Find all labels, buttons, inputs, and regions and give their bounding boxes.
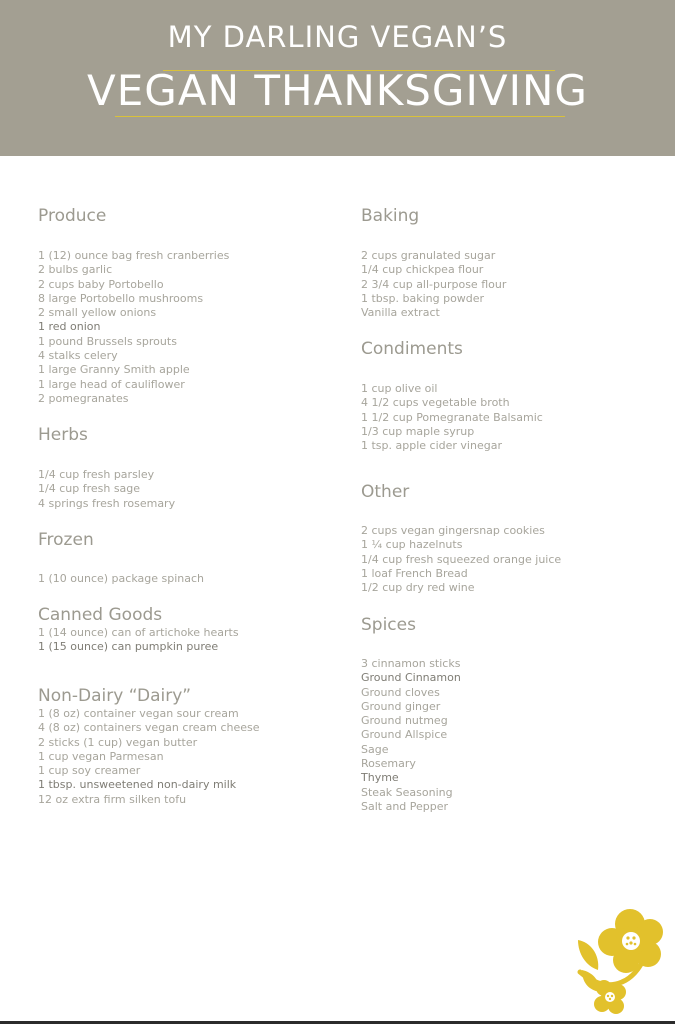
list-item: Steak Seasoning <box>361 785 453 799</box>
list-item: Ground cloves <box>361 685 440 699</box>
list-item: 2 cups granulated sugar <box>361 249 496 262</box>
section-heading: Frozen <box>38 530 94 550</box>
section-condiments <box>361 338 661 453</box>
list-item: 1 cup vegan Parmesan <box>38 749 164 763</box>
section-spices <box>361 614 661 814</box>
list-item: 2 pomegranates <box>38 391 129 405</box>
item-list <box>361 382 661 453</box>
list-item: 1 large Granny Smith apple <box>38 363 190 377</box>
list-item: 1 tsp. apple cider vinegar <box>361 439 502 453</box>
list-item: 1 (15 ounce) can pumpkin puree <box>38 640 219 654</box>
list-item: 1 ¼ cup hazelnuts <box>361 538 463 552</box>
list-item: Ground ginger <box>361 699 441 713</box>
list-item: Vanilla extract <box>361 306 440 320</box>
list-item: 2 cups vegan gingersnap cookies <box>361 524 545 537</box>
list-item: 4 stalks celery <box>38 349 118 363</box>
list-item: 4 springs fresh rosemary <box>38 496 176 510</box>
section-heading: Spices <box>361 615 416 635</box>
list-item: Thyme <box>361 771 399 785</box>
list-item: 3 cinnamon sticks <box>361 657 461 670</box>
list-item: 1 (12) ounce bag fresh cranberries <box>38 249 230 262</box>
item-list <box>38 707 338 807</box>
section-herbs <box>38 424 338 511</box>
item-list <box>38 626 338 655</box>
section-baking <box>361 205 661 320</box>
list-item: 4 (8 oz) containers vegan cream cheese <box>38 721 260 735</box>
list-item: 1/4 cup fresh sage <box>38 482 141 496</box>
list-item: Rosemary <box>361 757 416 771</box>
list-item: 1 (10 ounce) package spinach <box>38 572 204 585</box>
section-canned-goods <box>38 604 338 655</box>
item-list <box>361 524 661 595</box>
list-item: 1 red onion <box>38 320 101 334</box>
flower-icon <box>574 902 664 1014</box>
title-underline-main <box>115 116 565 117</box>
section-heading: Condiments <box>361 339 463 359</box>
section-heading: Produce <box>38 206 107 226</box>
section-heading: Herbs <box>38 425 88 445</box>
item-list <box>38 468 338 511</box>
list-item: 1 1/2 cup Pomegranate Balsamic <box>361 410 543 424</box>
list-item: 1 (8 oz) container vegan sour cream <box>38 707 239 720</box>
list-item: Ground Allspice <box>361 728 448 742</box>
section-heading: Non-Dairy “Dairy” <box>38 686 192 706</box>
list-item: 2 bulbs garlic <box>38 263 113 277</box>
section-heading: Baking <box>361 206 420 226</box>
list-item: 1 cup soy creamer <box>38 764 141 778</box>
list-item: 2 small yellow onions <box>38 306 157 320</box>
list-item: 2 cups baby Portobello <box>38 277 164 291</box>
list-item: 1 large head of cauliflower <box>38 377 185 391</box>
item-list <box>38 572 338 586</box>
list-item: 1 loaf French Bread <box>361 566 468 580</box>
list-item: 8 large Portobello mushrooms <box>38 291 204 305</box>
list-item: 1/2 cup dry red wine <box>361 581 475 595</box>
section-frozen <box>38 529 338 586</box>
section-non-dairy <box>38 685 338 807</box>
list-item: 1/4 cup fresh parsley <box>38 468 155 481</box>
list-item: 1/4 cup fresh squeezed orange juice <box>361 552 562 566</box>
section-other <box>361 481 661 595</box>
list-item: Sage <box>361 742 389 756</box>
list-item: Ground Cinnamon <box>361 671 461 685</box>
list-item: 2 3/4 cup all-purpose flour <box>361 277 507 291</box>
section-heading: Other <box>361 482 410 502</box>
item-list <box>38 249 338 406</box>
list-item: 2 sticks (1 cup) vegan butter <box>38 735 198 749</box>
item-list <box>361 249 661 320</box>
list-item: 1/3 cup maple syrup <box>361 424 475 438</box>
item-list <box>361 657 661 814</box>
list-item: 1 cup olive oil <box>361 382 438 395</box>
page-title: VEGAN THANKSGIVING <box>87 66 588 115</box>
list-item: 1 tbsp. unsweetened non-dairy milk <box>38 778 237 792</box>
section-heading: Canned Goods <box>38 605 163 625</box>
list-item: 1 tbsp. baking powder <box>361 291 485 305</box>
section-produce <box>38 205 338 406</box>
header-banner <box>0 0 675 156</box>
list-item: Ground nutmeg <box>361 714 448 728</box>
list-item: 1/4 cup chickpea flour <box>361 263 484 277</box>
list-item: 12 oz extra firm silken tofu <box>38 792 187 806</box>
list-item: 1 pound Brussels sprouts <box>38 334 177 348</box>
list-item: 4 1/2 cups vegetable broth <box>361 396 510 410</box>
page-subtitle: MY DARLING VEGAN’S <box>167 20 508 54</box>
list-item: 1 (14 ounce) can of artichoke hearts <box>38 626 239 639</box>
list-item: Salt and Pepper <box>361 799 449 813</box>
